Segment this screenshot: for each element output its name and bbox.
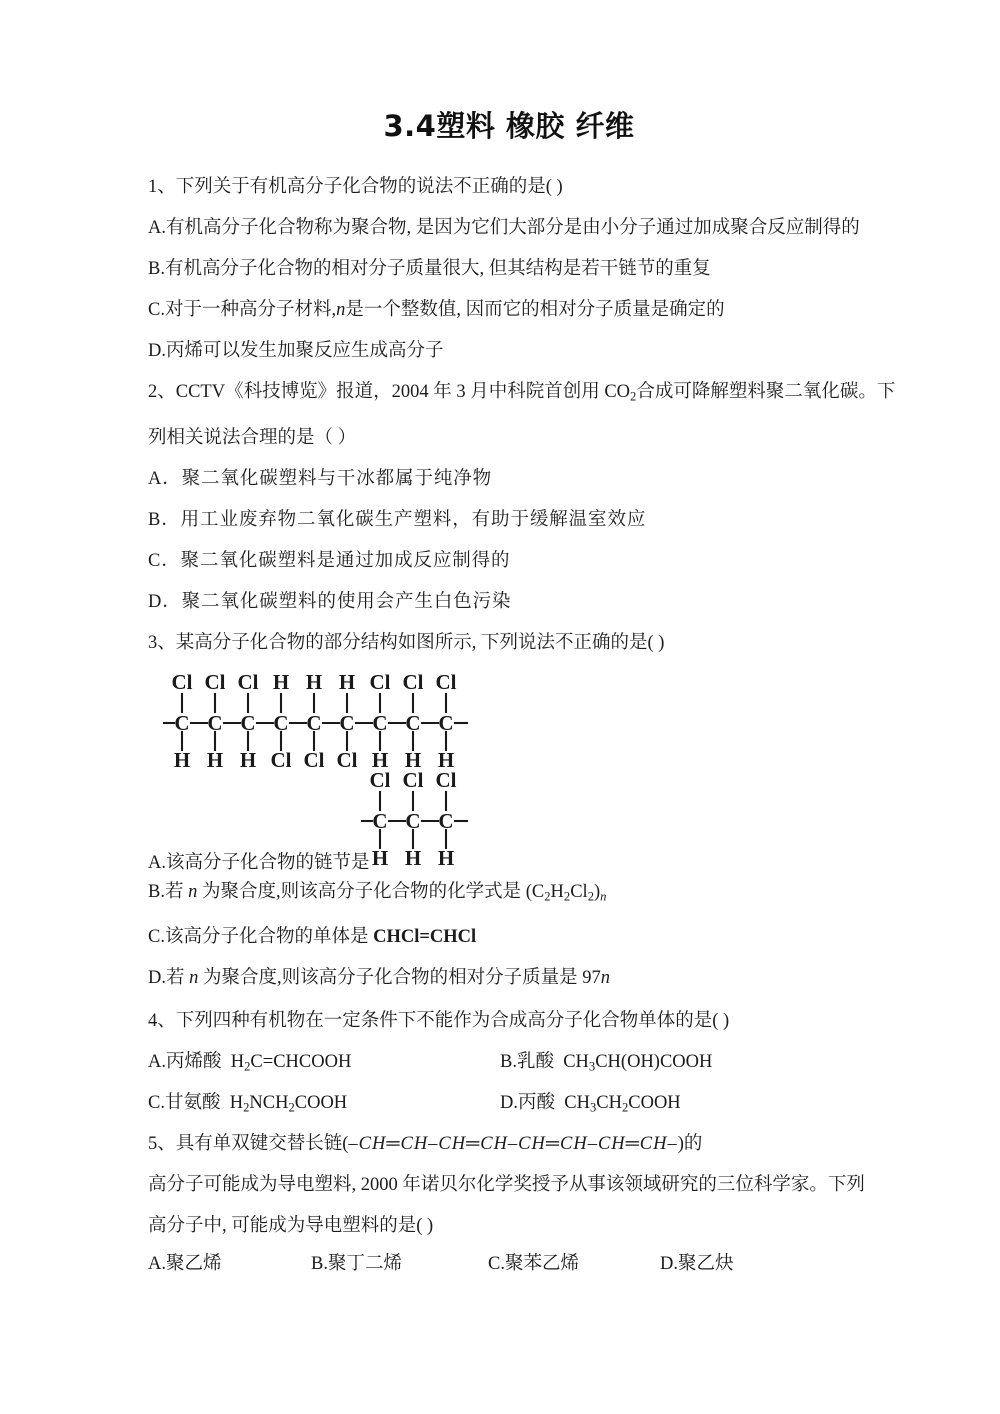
svg-text:Cl: Cl: [204, 669, 226, 694]
svg-text:C: C: [207, 710, 223, 735]
question-4-option-c: [148, 1083, 347, 1129]
question-5-stem-before: 5、具有单双键交替长链(: [148, 1134, 349, 1155]
svg-text:Cl: Cl: [303, 747, 325, 772]
svg-text:H: H: [437, 747, 455, 772]
svg-text:C: C: [306, 710, 322, 735]
svg-text:H: H: [239, 747, 257, 772]
option-c-text-before: C.对于一种高分子材料,: [148, 300, 337, 320]
question-2-stem-text-b: 合成可降解塑料聚二氧化碳。下: [636, 382, 896, 402]
question-5-option-c: C.聚苯乙烯: [488, 1254, 579, 1275]
question-2-stem-line-2: 列相关说法合理的是（ ）: [148, 427, 357, 448]
svg-text:Cl: Cl: [336, 747, 358, 772]
svg-text:C: C: [273, 710, 289, 735]
question-3-option-c: [148, 917, 870, 958]
question-4-options-row-2: [148, 1083, 870, 1124]
svg-text:H: H: [173, 747, 191, 772]
question-1-option-b: B.有机高分子化合物的相对分子质量很大, 但其结构是若干链节的重复: [148, 259, 711, 279]
question-1-option-d: D.丙烯可以发生加聚反应生成高分子: [148, 341, 444, 361]
document-content: [148, 104, 896, 1281]
option-b-formula: $CH_3CH(OH)COOH$: [563, 1052, 713, 1074]
option-b-italic-n: n: [188, 881, 198, 902]
option-b-formula: $(C_2H_2Cl_2)_n$: [525, 881, 607, 904]
question-5-stem-after: )的: [677, 1134, 703, 1155]
question-1-stem: 1、下列关于有机高分子化合物的说法不正确的是( ): [148, 177, 563, 197]
question-4-options-row-1: [148, 1042, 870, 1083]
page-title: 3.4塑料 橡胶 纤维: [383, 109, 635, 143]
option-b-mid: 为聚合度,则该高分子化合物的化学式是: [201, 881, 522, 902]
option-c-before: C.该高分子化合物的单体是: [148, 927, 369, 948]
question-5-stem-line-1: [148, 1124, 870, 1165]
option-c-text-after: 是一个整数值, 因而它的相对分子质量是确定的: [345, 300, 725, 320]
svg-text:C: C: [339, 710, 355, 735]
question-3-stem: 3、某高分子化合物的部分结构如图所示, 下列说法不正确的是( ): [148, 632, 665, 653]
conjugated-chain-formula: –CH═CH–CH═CH–CH═CH–CH═CH–: [348, 1134, 678, 1155]
svg-text:Cl: Cl: [237, 669, 259, 694]
option-c-formula: CHCl=CHCl: [373, 927, 477, 948]
question-2-option-d: D．聚二氧化碳塑料的使用会产生白色污染: [148, 591, 512, 612]
question-4-option-a: [148, 1042, 351, 1088]
option-d-value-n: n: [600, 968, 611, 989]
option-c-formula: $H_2NCH_2COOH$: [229, 1093, 348, 1115]
question-2-option-c: C．聚二氧化碳塑料是通过加成反应制得的: [148, 550, 511, 571]
svg-text:H: H: [338, 669, 356, 694]
option-d-mid: 为聚合度,则该高分子化合物的相对分子质量是: [203, 968, 578, 989]
question-2-stem-text-a: 2、CCTV《科技博览》报道，2004 年 3 月中科院首创用 CO: [148, 382, 631, 402]
question-5-option-d: D.聚乙炔: [660, 1254, 734, 1275]
svg-text:H: H: [404, 845, 422, 870]
option-b-before: B.若: [148, 881, 184, 902]
svg-text:Cl: Cl: [270, 747, 292, 772]
question-2-stem-line-1: [148, 372, 896, 418]
svg-text:Cl: Cl: [171, 669, 193, 694]
question-3-option-d: [148, 958, 870, 999]
svg-text:Cl: Cl: [369, 767, 391, 792]
option-a-formula: $H_2C=CHCOOH$: [230, 1052, 352, 1074]
question-3-structure-figure: [148, 666, 870, 872]
option-d-label: D.丙酸: [500, 1093, 555, 1114]
svg-text:C: C: [174, 710, 190, 735]
svg-text:H: H: [437, 845, 455, 870]
svg-text:H: H: [371, 845, 389, 870]
question-5-option-b: B.聚丁二烯: [311, 1254, 402, 1275]
question-1-option-a: A.有机高分子化合物称为聚合物, 是因为它们大部分是由小分子通过加成聚合反应制得的: [148, 218, 860, 238]
option-d-formula: $CH_3CH_2COOH$: [564, 1093, 681, 1115]
question-1-option-c: [148, 290, 870, 331]
svg-text:C: C: [240, 710, 256, 735]
option-d-italic-n: n: [189, 968, 199, 989]
question-3-option-b: [148, 872, 870, 918]
option-c-label: C.甘氨酸: [148, 1093, 221, 1114]
svg-text:H: H: [206, 747, 224, 772]
polymer-repeat-unit-diagram: [360, 766, 500, 871]
option-d-value: 97: [582, 968, 601, 989]
polymer-main-chain-diagram: [162, 668, 482, 773]
question-2-option-b: B．用工业废弃物二氧化碳生产塑料，有助于缓解温室效应: [148, 509, 647, 530]
question-5-options-row: [148, 1247, 870, 1281]
svg-text:C: C: [438, 710, 454, 735]
svg-text:C: C: [372, 710, 388, 735]
option-d-before: D.若: [148, 968, 185, 989]
svg-text:H: H: [272, 669, 290, 694]
svg-text:C: C: [438, 808, 454, 833]
svg-text:C: C: [405, 710, 421, 735]
svg-text:Cl: Cl: [402, 669, 424, 694]
svg-text:C: C: [372, 808, 388, 833]
question-4-stem: 4、下列四种有机物在一定条件下不能作为合成高分子化合物单体的是( ): [148, 1011, 730, 1032]
svg-text:H: H: [404, 747, 422, 772]
option-a-label: A.丙烯酸: [148, 1052, 222, 1073]
svg-text:Cl: Cl: [435, 669, 457, 694]
svg-text:H: H: [371, 747, 389, 772]
option-c-italic-n: n: [336, 300, 346, 320]
question-5-option-a: A.聚乙烯: [148, 1254, 222, 1275]
question-5-stem-line-2: 高分子可能成为导电塑料, 2000 年诺贝尔化学奖授予从事该领域研究的三位科学家。下列: [148, 1175, 865, 1196]
svg-text:Cl: Cl: [369, 669, 391, 694]
svg-text:C: C: [405, 808, 421, 833]
svg-text:Cl: Cl: [402, 767, 424, 792]
question-2-co2-subscript: 2: [630, 389, 637, 404]
question-3-option-a: A.该高分子化合物的链节是: [148, 852, 370, 873]
question-2-option-a: A．聚二氧化碳塑料与干冰都属于纯净物: [148, 468, 493, 489]
question-4-option-b: [500, 1042, 712, 1088]
question-5-stem-line-3: 高分子中, 可能成为导电塑料的是( ): [148, 1216, 434, 1237]
question-4-option-d: [500, 1083, 681, 1129]
svg-text:H: H: [305, 669, 323, 694]
option-b-label: B.乳酸: [500, 1052, 554, 1073]
svg-text:Cl: Cl: [435, 767, 457, 792]
